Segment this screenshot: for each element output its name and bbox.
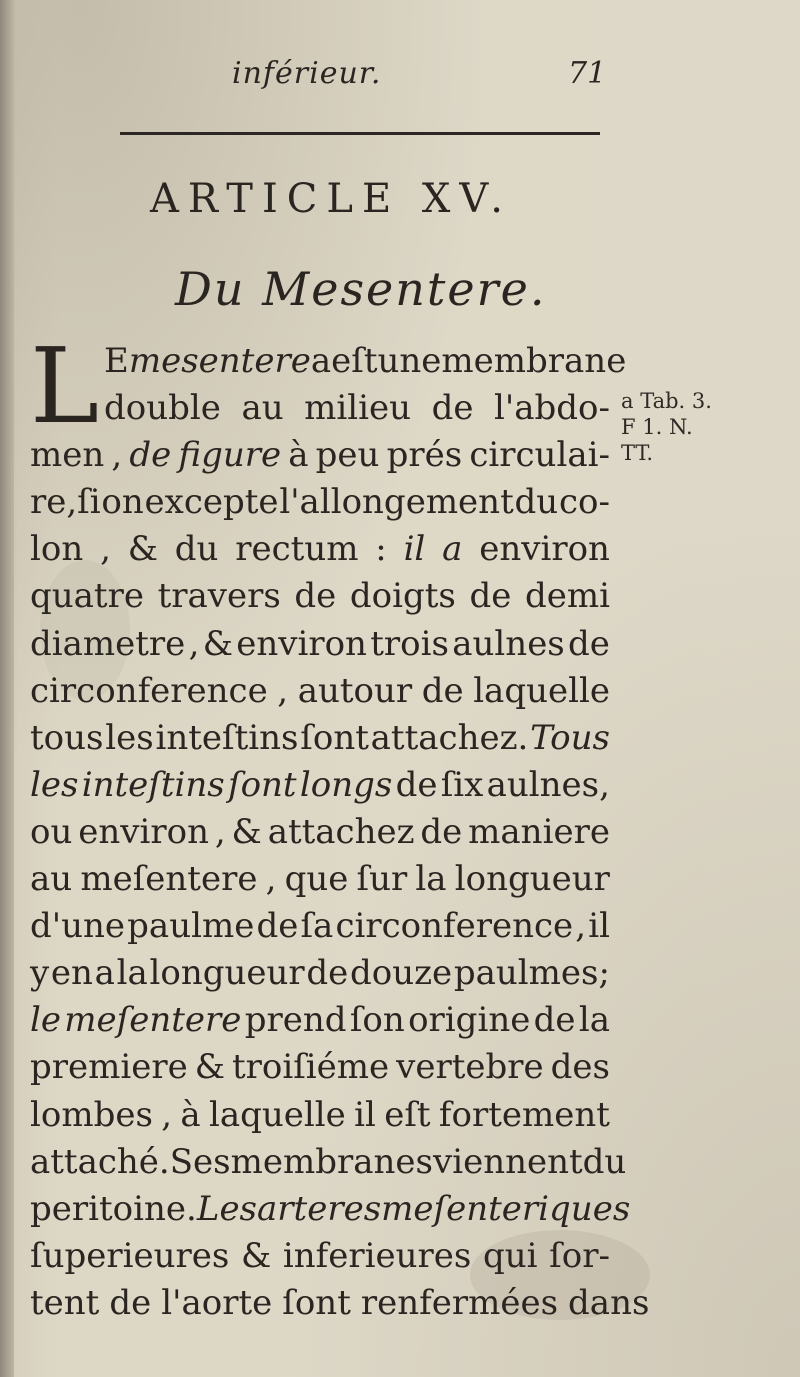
text-word: rectum	[235, 529, 359, 570]
text-word: qui	[482, 1235, 538, 1276]
text-line	[30, 1139, 627, 1186]
text-word: eſt	[331, 341, 378, 381]
text-word: la	[415, 859, 447, 900]
text-word: l'abdo-	[493, 388, 610, 429]
text-word: peu	[315, 435, 380, 476]
text-word: de	[421, 670, 464, 711]
text-word: les	[105, 717, 154, 758]
text-word: fortement	[438, 1094, 610, 1135]
text-word: on	[101, 482, 144, 523]
text-word: l'allongement	[279, 482, 514, 523]
text-word: de	[306, 953, 349, 994]
text-line	[30, 1044, 610, 1091]
article-heading: ARTICLE XV.	[150, 176, 512, 222]
text-word: mesentere	[128, 341, 311, 381]
text-word: Ses	[169, 1141, 231, 1182]
text-word: trois	[370, 623, 449, 664]
text-word: paulme	[127, 906, 255, 947]
text-word: viennent	[432, 1141, 583, 1182]
text-word: environ	[78, 811, 209, 852]
text-word: premiere	[30, 1047, 188, 1088]
text-line	[30, 1280, 650, 1327]
text-word: lon	[30, 529, 84, 570]
text-word: &	[202, 623, 233, 664]
text-word: &	[231, 811, 262, 852]
text-word: de	[469, 576, 512, 617]
text-line	[30, 950, 610, 997]
text-line	[30, 997, 610, 1044]
text-word: travers	[157, 576, 281, 617]
body-text	[30, 325, 650, 1327]
text-word: ſont	[282, 1282, 351, 1323]
text-word: meſentere	[64, 1000, 242, 1041]
text-word: l'aorte	[161, 1282, 273, 1323]
text-word: de	[256, 906, 299, 947]
text-word: vertebre	[396, 1047, 544, 1088]
text-word: que	[284, 859, 349, 900]
text-word: de	[568, 623, 610, 664]
text-word: au	[241, 388, 284, 429]
text-word: meſenteriques	[381, 1188, 631, 1229]
text-word: attachez.	[370, 717, 529, 758]
text-line	[30, 856, 610, 903]
text-word: co-	[558, 482, 610, 523]
text-word: inteſtins	[155, 717, 299, 758]
text-word: membrane	[441, 341, 627, 381]
text-word: diametre	[30, 623, 186, 664]
text-word: douze	[349, 953, 453, 994]
text-word: du	[582, 1141, 627, 1182]
text-word: aulnes	[452, 623, 565, 664]
text-word: &	[194, 1047, 225, 1088]
text-word: de	[420, 811, 463, 852]
text-word: longs	[299, 764, 393, 805]
text-word: demi	[524, 576, 610, 617]
text-word: ,	[214, 811, 226, 852]
text-word: de	[109, 1282, 152, 1323]
text-word: ſix	[440, 764, 484, 805]
text-word: ,	[277, 670, 289, 711]
text-word: de	[431, 388, 474, 429]
text-word: autour	[297, 670, 413, 711]
text-word: paulmes;	[453, 953, 610, 994]
text-word: environ	[236, 623, 367, 664]
text-word: circulai-	[469, 435, 610, 476]
text-word: ſuperieures	[30, 1235, 230, 1276]
text-word: ſont	[227, 764, 297, 805]
text-line	[30, 573, 610, 620]
text-word: dans	[568, 1282, 650, 1323]
text-word: arteres	[257, 1188, 382, 1229]
text-word: tent	[30, 1282, 100, 1323]
text-word: laquelle	[209, 1094, 346, 1135]
text-word: attachez	[267, 811, 415, 852]
text-word: inferieures	[282, 1235, 472, 1276]
text-word: une	[377, 341, 442, 381]
text-word: peritoine.	[30, 1188, 197, 1229]
text-word: ou	[30, 811, 73, 852]
text-word: troiſiéme	[231, 1047, 390, 1088]
text-word: ſor-	[549, 1235, 610, 1276]
text-word: il	[403, 529, 426, 570]
text-word: longueur	[149, 953, 305, 994]
text-word: ,	[188, 623, 200, 664]
text-word: meſentere	[80, 859, 258, 900]
text-word: du	[174, 529, 219, 570]
text-word: la	[578, 1000, 610, 1041]
text-word: le	[30, 1000, 61, 1041]
text-word: renfermées	[360, 1282, 559, 1323]
text-word: quatre	[30, 576, 144, 617]
text-word: re,ſi	[30, 482, 101, 523]
text-word: ſon	[349, 1000, 405, 1041]
text-word: E	[104, 341, 129, 381]
text-word: &	[127, 529, 158, 570]
text-word: figure	[178, 435, 282, 476]
text-word: men	[30, 435, 105, 476]
text-word: de	[533, 1000, 576, 1041]
text-word: longueur	[454, 859, 610, 900]
text-line	[30, 715, 610, 762]
text-word: il	[588, 906, 610, 947]
text-word: milieu	[304, 388, 412, 429]
text-word: ,	[161, 1094, 173, 1135]
text-word: tous	[30, 717, 104, 758]
text-line	[30, 762, 610, 809]
text-line	[30, 432, 610, 479]
text-line	[30, 526, 610, 573]
running-head: inférieur.	[232, 56, 382, 91]
marginal-note-line: TT.	[621, 441, 653, 465]
text-word: eſt	[384, 1094, 431, 1135]
text-word: circonference	[30, 670, 268, 711]
text-word: du	[514, 482, 559, 523]
text-word: à	[180, 1094, 201, 1135]
text-word: a	[442, 529, 463, 570]
text-word: :	[375, 529, 387, 570]
header-rule	[120, 132, 600, 135]
text-word: de	[294, 576, 337, 617]
text-line	[30, 1186, 631, 1233]
text-word: de	[395, 764, 438, 805]
text-word: y	[30, 953, 50, 994]
text-word: la	[116, 953, 148, 994]
text-word: a	[310, 341, 332, 381]
text-word: Tous	[530, 717, 610, 758]
section-title: Du Mesentere.	[175, 262, 547, 316]
text-line	[30, 1092, 610, 1139]
text-word: laquelle	[473, 670, 610, 711]
text-line	[30, 668, 610, 715]
text-word: ,	[111, 435, 123, 476]
text-word: &	[240, 1235, 272, 1276]
text-word: ſont	[300, 717, 369, 758]
drop-cap: L	[30, 325, 100, 447]
text-word: ,	[575, 906, 587, 947]
text-word: environ	[479, 529, 610, 570]
text-word: inteſtins	[81, 764, 225, 805]
text-word: circonference	[335, 906, 574, 947]
page-header	[0, 56, 800, 96]
text-line	[30, 621, 610, 668]
text-line	[30, 1233, 610, 1280]
text-word: ſa	[300, 906, 334, 947]
text-word: ſur	[356, 859, 408, 900]
text-line	[30, 903, 610, 950]
text-word: origine	[408, 1000, 531, 1041]
text-line	[30, 809, 610, 856]
text-word: prend	[244, 1000, 347, 1041]
text-word: à	[288, 435, 309, 476]
text-word: lombes	[30, 1094, 153, 1135]
text-word: ,	[265, 859, 277, 900]
text-word: aulnes,	[486, 764, 610, 805]
text-line	[30, 479, 610, 526]
text-word: en	[50, 953, 93, 994]
text-word: maniere	[468, 811, 610, 852]
text-word: d'une	[30, 906, 126, 947]
text-word: a	[94, 953, 115, 994]
text-word: les	[30, 764, 79, 805]
text-word: des	[550, 1047, 610, 1088]
page-number: 71	[568, 56, 607, 91]
text-word: double	[104, 388, 221, 429]
text-word: au	[30, 859, 73, 900]
text-word: il	[354, 1094, 376, 1135]
marginal-note-line: a Tab. 3.	[621, 389, 712, 413]
text-word: Les	[196, 1188, 258, 1229]
text-word: prés	[386, 435, 463, 476]
marginal-note	[621, 388, 741, 466]
text-line	[30, 338, 627, 385]
text-word: de	[129, 435, 172, 476]
text-word: attaché.	[30, 1141, 170, 1182]
marginal-note-line: F 1. N.	[621, 415, 693, 439]
text-word: excepte	[144, 482, 279, 523]
text-word: membranes	[230, 1141, 433, 1182]
text-word: ,	[100, 529, 111, 570]
text-line	[30, 385, 610, 432]
text-word: doigts	[349, 576, 456, 617]
